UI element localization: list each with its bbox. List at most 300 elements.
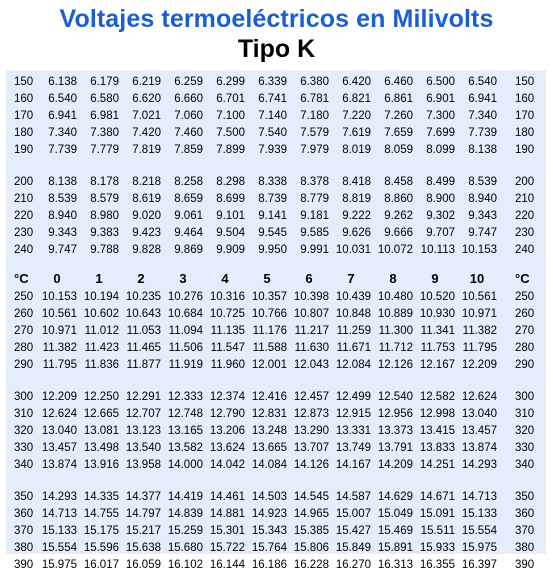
cell-value: 13.040 (41, 425, 77, 437)
cell-value: 13.165 (167, 425, 203, 437)
cell-value: 11.877 (126, 359, 161, 371)
cell-value: 7.340 (48, 127, 77, 139)
row-temperature-left: 150 (14, 76, 34, 88)
cell-value: 8.019 (342, 144, 371, 156)
cell-value: 12.209 (461, 359, 497, 371)
cell-value: 13.582 (167, 442, 203, 454)
cell-value: 9.141 (258, 210, 287, 222)
cell-value: 7.939 (258, 144, 287, 156)
cell-value: 10.316 (209, 291, 245, 303)
row-temperature-left: 280 (14, 342, 34, 354)
table-row (6, 440, 546, 457)
cell-value: 14.755 (83, 508, 119, 520)
row-temperature-left: 210 (14, 193, 34, 205)
cell-value: 9.343 (468, 210, 497, 222)
cell-value: 11.960 (210, 359, 245, 371)
cell-value: 10.561 (41, 308, 77, 320)
cell-value: 13.791 (377, 442, 413, 454)
cell-value: 12.001 (251, 359, 287, 371)
cell-value: 10.971 (41, 325, 77, 337)
row-temperature-right: 350 (515, 491, 535, 503)
cell-value: 14.377 (125, 491, 161, 503)
cell-value: 15.511 (420, 525, 455, 537)
cell-value: 15.427 (335, 525, 371, 537)
cell-value: 6.741 (258, 93, 287, 105)
row-temperature-left: 230 (14, 227, 34, 239)
header-column-3: 3 (179, 271, 187, 286)
cell-value: 8.940 (468, 193, 497, 205)
row-temperature-left: 300 (14, 391, 34, 403)
cell-value: 14.839 (167, 508, 203, 520)
cell-value: 12.250 (83, 391, 119, 403)
cell-value: 10.930 (419, 308, 455, 320)
cell-value: 12.457 (293, 391, 329, 403)
cell-value: 9.302 (426, 210, 455, 222)
row-temperature-left: 370 (14, 525, 34, 537)
cell-value: 13.916 (83, 459, 119, 471)
cell-value: 9.707 (426, 227, 455, 239)
cell-value: 13.958 (125, 459, 161, 471)
cell-value: 11.382 (462, 325, 497, 337)
cell-value: 11.547 (210, 342, 245, 354)
cell-value: 12.084 (335, 359, 371, 371)
table-row (6, 306, 546, 323)
cell-value: 8.940 (48, 210, 77, 222)
cell-value: 10.684 (167, 308, 203, 320)
cell-value: 10.439 (335, 291, 371, 303)
cell-value: 10.276 (167, 291, 203, 303)
cell-value: 13.373 (377, 425, 413, 437)
cell-value: 7.260 (384, 110, 413, 122)
table-row (6, 225, 546, 242)
cell-value: 14.251 (419, 459, 455, 471)
cell-value: 15.259 (167, 525, 203, 537)
cell-value: 12.291 (125, 391, 161, 403)
cell-value: 10.971 (461, 308, 497, 320)
cell-value: 10.520 (419, 291, 455, 303)
header-unit-left: °C (14, 271, 29, 286)
cell-value: 16.355 (419, 559, 455, 571)
cell-value: 12.540 (377, 391, 413, 403)
row-temperature-right: 190 (515, 144, 535, 156)
cell-value: 10.643 (125, 308, 161, 320)
cell-value: 10.725 (209, 308, 245, 320)
cell-value: 8.378 (300, 176, 329, 188)
cell-value: 6.420 (342, 76, 371, 88)
cell-value: 16.270 (335, 559, 371, 571)
cell-value: 13.123 (125, 425, 161, 437)
cell-value: 15.301 (209, 525, 245, 537)
cell-value: 12.873 (293, 408, 329, 420)
cell-value: 14.335 (83, 491, 119, 503)
cell-value: 12.915 (335, 408, 371, 420)
cell-value: 9.181 (300, 210, 329, 222)
row-temperature-right: 230 (515, 227, 535, 239)
row-temperature-right: 370 (515, 525, 535, 537)
cell-value: 15.133 (41, 525, 77, 537)
cell-value: 14.000 (167, 459, 203, 471)
cell-value: 15.806 (293, 542, 329, 554)
cell-value: 9.909 (216, 244, 245, 256)
cell-value: 7.180 (300, 110, 329, 122)
table-row (6, 142, 546, 159)
table-row (6, 406, 546, 423)
cell-value: 8.138 (468, 144, 497, 156)
cell-value: 15.975 (461, 542, 497, 554)
cell-value: 7.100 (216, 110, 245, 122)
cell-value: 9.747 (468, 227, 497, 239)
cell-value: 14.671 (419, 491, 455, 503)
cell-value: 10.561 (461, 291, 497, 303)
cell-value: 16.313 (377, 559, 413, 571)
cell-value: 15.007 (335, 508, 371, 520)
cell-value: 9.464 (174, 227, 203, 239)
row-temperature-left: 330 (14, 442, 34, 454)
cell-value: 12.624 (41, 408, 77, 420)
row-temperature-right: 380 (515, 542, 535, 554)
table-row (6, 174, 546, 191)
cell-value: 7.060 (174, 110, 203, 122)
cell-value: 14.126 (293, 459, 329, 471)
cell-value: 6.821 (342, 93, 371, 105)
cell-value: 13.833 (419, 442, 455, 454)
cell-value: 14.545 (293, 491, 329, 503)
header-column-1: 1 (95, 271, 103, 286)
table-row (6, 489, 546, 506)
cell-value: 8.779 (300, 193, 329, 205)
cell-value: 8.539 (468, 176, 497, 188)
cell-value: 13.040 (461, 408, 497, 420)
cell-value: 8.659 (174, 193, 203, 205)
cell-value: 13.457 (41, 442, 77, 454)
cell-value: 10.848 (335, 308, 371, 320)
cell-value: 11.217 (294, 325, 329, 337)
header-column-6: 6 (305, 271, 313, 286)
cell-value: 9.504 (216, 227, 245, 239)
cell-value: 13.665 (251, 442, 287, 454)
table-header-row (6, 270, 546, 287)
cell-value: 6.941 (468, 93, 497, 105)
cell-value: 8.739 (258, 193, 287, 205)
cell-value: 7.140 (258, 110, 287, 122)
table-row (6, 357, 546, 374)
cell-value: 12.167 (419, 359, 455, 371)
cell-value: 6.941 (48, 110, 77, 122)
row-temperature-left: 270 (14, 325, 34, 337)
cell-value: 7.739 (48, 144, 77, 156)
cell-value: 6.380 (300, 76, 329, 88)
cell-value: 9.262 (384, 210, 413, 222)
cell-value: 15.175 (83, 525, 119, 537)
cell-value: 15.596 (83, 542, 119, 554)
header-column-9: 9 (431, 271, 439, 286)
cell-value: 7.340 (468, 110, 497, 122)
cell-value: 11.053 (126, 325, 161, 337)
cell-value: 16.102 (167, 559, 203, 571)
cell-value: 11.382 (42, 342, 77, 354)
cell-value: 16.186 (251, 559, 287, 571)
row-temperature-left: 190 (14, 144, 34, 156)
table-row (6, 289, 546, 306)
cell-value: 13.081 (83, 425, 119, 437)
table-row (6, 125, 546, 142)
cell-value: 6.299 (216, 76, 245, 88)
cell-value: 14.167 (335, 459, 371, 471)
cell-value: 10.031 (335, 244, 371, 256)
cell-value: 9.222 (342, 210, 371, 222)
cell-value: 14.797 (125, 508, 161, 520)
cell-value: 16.228 (293, 559, 329, 571)
cell-value: 12.790 (209, 408, 245, 420)
cell-value: 10.113 (420, 244, 455, 256)
cell-value: 12.665 (83, 408, 119, 420)
cell-value: 14.881 (209, 508, 245, 520)
cell-value: 12.831 (251, 408, 287, 420)
cell-value: 12.333 (167, 391, 203, 403)
cell-value: 14.713 (461, 491, 497, 503)
row-temperature-left: 290 (14, 359, 34, 371)
row-temperature-left: 310 (14, 408, 34, 420)
cell-value: 13.624 (209, 442, 245, 454)
cell-value: 9.950 (258, 244, 287, 256)
cell-value: 15.343 (251, 525, 287, 537)
cell-value: 13.331 (335, 425, 371, 437)
cell-value: 15.933 (419, 542, 455, 554)
cell-value: 8.178 (90, 176, 119, 188)
row-temperature-right: 180 (515, 127, 535, 139)
cell-value: 15.469 (377, 525, 413, 537)
row-temperature-right: 330 (515, 442, 535, 454)
cell-value: 8.900 (426, 193, 455, 205)
table-row (6, 108, 546, 125)
cell-value: 7.420 (132, 127, 161, 139)
cell-value: 7.460 (174, 127, 203, 139)
cell-value: 7.819 (132, 144, 161, 156)
cell-value: 7.699 (426, 127, 455, 139)
row-temperature-left: 390 (14, 559, 34, 571)
cell-value: 6.540 (48, 93, 77, 105)
cell-value: 9.061 (174, 210, 203, 222)
cell-value: 13.457 (461, 425, 497, 437)
row-temperature-left: 340 (14, 459, 34, 471)
row-temperature-right: 250 (515, 291, 535, 303)
cell-value: 14.965 (293, 508, 329, 520)
page-subtitle: Tipo K (237, 35, 316, 63)
cell-value: 11.836 (84, 359, 119, 371)
cell-value: 14.084 (251, 459, 287, 471)
cell-value: 16.059 (125, 559, 161, 571)
cell-value: 16.144 (209, 559, 245, 571)
cell-value: 8.819 (342, 193, 371, 205)
cell-value: 13.248 (251, 425, 287, 437)
cell-value: 9.666 (384, 227, 413, 239)
cell-value: 12.582 (419, 391, 455, 403)
cell-value: 10.235 (125, 291, 161, 303)
cell-value: 6.861 (384, 93, 413, 105)
cell-value: 8.298 (216, 176, 245, 188)
cell-value: 15.638 (125, 542, 161, 554)
header-unit-right: °C (515, 271, 530, 286)
cell-value: 12.748 (167, 408, 203, 420)
table-row (6, 389, 546, 406)
cell-value: 8.458 (384, 176, 413, 188)
header-column-5: 5 (263, 271, 271, 286)
cell-value: 10.889 (377, 308, 413, 320)
cell-value: 9.788 (90, 244, 119, 256)
cell-value: 15.722 (209, 542, 245, 554)
row-temperature-right: 360 (515, 508, 535, 520)
cell-value: 8.499 (426, 176, 455, 188)
cell-value: 10.153 (461, 244, 497, 256)
table-row (6, 540, 546, 557)
cell-value: 8.539 (48, 193, 77, 205)
cell-value: 13.874 (461, 442, 497, 454)
cell-value: 13.707 (293, 442, 329, 454)
cell-value: 7.659 (384, 127, 413, 139)
cell-value: 15.554 (41, 542, 77, 554)
cell-value: 9.747 (48, 244, 77, 256)
cell-value: 15.849 (335, 542, 371, 554)
cell-value: 11.094 (168, 325, 203, 337)
cell-value: 8.619 (132, 193, 161, 205)
cell-value: 6.701 (216, 93, 245, 105)
header-column-10: 10 (469, 271, 485, 286)
cell-value: 9.869 (174, 244, 203, 256)
cell-value: 9.343 (48, 227, 77, 239)
cell-value: 8.860 (384, 193, 413, 205)
cell-value: 8.258 (174, 176, 203, 188)
cell-value: 8.980 (90, 210, 119, 222)
cell-value: 11.795 (42, 359, 77, 371)
row-temperature-left: 220 (14, 210, 34, 222)
cell-value: 7.380 (90, 127, 119, 139)
cell-value: 6.901 (426, 93, 455, 105)
cell-value: 6.138 (48, 76, 77, 88)
cell-value: 13.749 (335, 442, 371, 454)
cell-value: 10.398 (293, 291, 329, 303)
cell-value: 7.859 (174, 144, 203, 156)
cell-value: 12.956 (377, 408, 413, 420)
row-temperature-left: 350 (14, 491, 34, 503)
cell-value: 8.418 (342, 176, 371, 188)
cell-value: 11.630 (294, 342, 329, 354)
cell-value: 6.580 (90, 93, 119, 105)
cell-value: 12.707 (125, 408, 161, 420)
cell-value: 7.899 (216, 144, 245, 156)
cell-value: 14.209 (377, 459, 413, 471)
row-temperature-left: 170 (14, 110, 34, 122)
row-temperature-right: 280 (515, 342, 535, 354)
cell-value: 12.416 (251, 391, 287, 403)
cell-value: 15.091 (419, 508, 455, 520)
row-temperature-left: 380 (14, 542, 34, 554)
cell-value: 16.397 (461, 559, 497, 571)
table-row (6, 323, 546, 340)
row-temperature-right: 310 (515, 408, 535, 420)
cell-value: 10.072 (377, 244, 413, 256)
cell-value: 9.991 (300, 244, 329, 256)
cell-value: 13.540 (125, 442, 161, 454)
table-row (6, 91, 546, 108)
cell-value: 15.764 (251, 542, 287, 554)
cell-value: 11.588 (252, 342, 287, 354)
cell-value: 14.293 (41, 491, 77, 503)
cell-value: 12.499 (335, 391, 371, 403)
cell-value: 8.579 (90, 193, 119, 205)
cell-value: 10.194 (83, 291, 119, 303)
row-temperature-right: 220 (515, 210, 535, 222)
table-row (6, 208, 546, 225)
row-temperature-right: 270 (515, 325, 535, 337)
row-temperature-right: 260 (515, 308, 535, 320)
row-temperature-left: 260 (14, 308, 34, 320)
cell-value: 11.259 (336, 325, 371, 337)
cell-value: 9.626 (342, 227, 371, 239)
cell-value: 7.619 (342, 127, 371, 139)
cell-value: 9.828 (132, 244, 161, 256)
cell-value: 6.460 (384, 76, 413, 88)
row-temperature-left: 250 (14, 291, 34, 303)
row-temperature-right: 290 (515, 359, 535, 371)
row-temperature-left: 320 (14, 425, 34, 437)
header-column-4: 4 (221, 271, 229, 286)
cell-value: 7.979 (300, 144, 329, 156)
cell-value: 6.620 (132, 93, 161, 105)
cell-value: 10.153 (41, 291, 77, 303)
row-temperature-left: 160 (14, 93, 34, 105)
cell-value: 13.290 (293, 425, 329, 437)
row-temperature-right: 340 (515, 459, 535, 471)
cell-value: 9.020 (132, 210, 161, 222)
cell-value: 15.680 (167, 542, 203, 554)
header-column-7: 7 (347, 271, 355, 286)
table-row (6, 457, 546, 474)
cell-value: 6.339 (258, 76, 287, 88)
cell-value: 6.540 (468, 76, 497, 88)
page-title: Voltajes termoeléctricos en Milivolts (59, 5, 494, 33)
header-column-2: 2 (137, 271, 145, 286)
table-row (6, 191, 546, 208)
thermocouple-table (6, 70, 546, 571)
cell-value: 9.383 (90, 227, 119, 239)
cell-value: 10.807 (293, 308, 329, 320)
cell-value: 15.554 (461, 525, 497, 537)
table-row (6, 523, 546, 540)
cell-value: 14.503 (251, 491, 287, 503)
cell-value: 11.135 (210, 325, 245, 337)
cell-value: 6.179 (90, 76, 119, 88)
cell-value: 14.713 (41, 508, 77, 520)
cell-value: 8.338 (258, 176, 287, 188)
cell-value: 7.220 (342, 110, 371, 122)
cell-value: 15.975 (41, 559, 77, 571)
table-row (6, 74, 546, 91)
cell-value: 11.012 (84, 325, 119, 337)
row-temperature-right: 210 (515, 193, 535, 205)
table-row (6, 506, 546, 523)
cell-value: 11.300 (378, 325, 413, 337)
cell-value: 11.341 (420, 325, 455, 337)
cell-value: 15.049 (377, 508, 413, 520)
row-temperature-left: 200 (14, 176, 34, 188)
cell-value: 8.218 (132, 176, 161, 188)
cell-value: 7.300 (426, 110, 455, 122)
header-column-8: 8 (389, 271, 397, 286)
cell-value: 8.699 (216, 193, 245, 205)
cell-value: 6.259 (174, 76, 203, 88)
cell-value: 9.101 (216, 210, 245, 222)
cell-value: 14.419 (167, 491, 203, 503)
